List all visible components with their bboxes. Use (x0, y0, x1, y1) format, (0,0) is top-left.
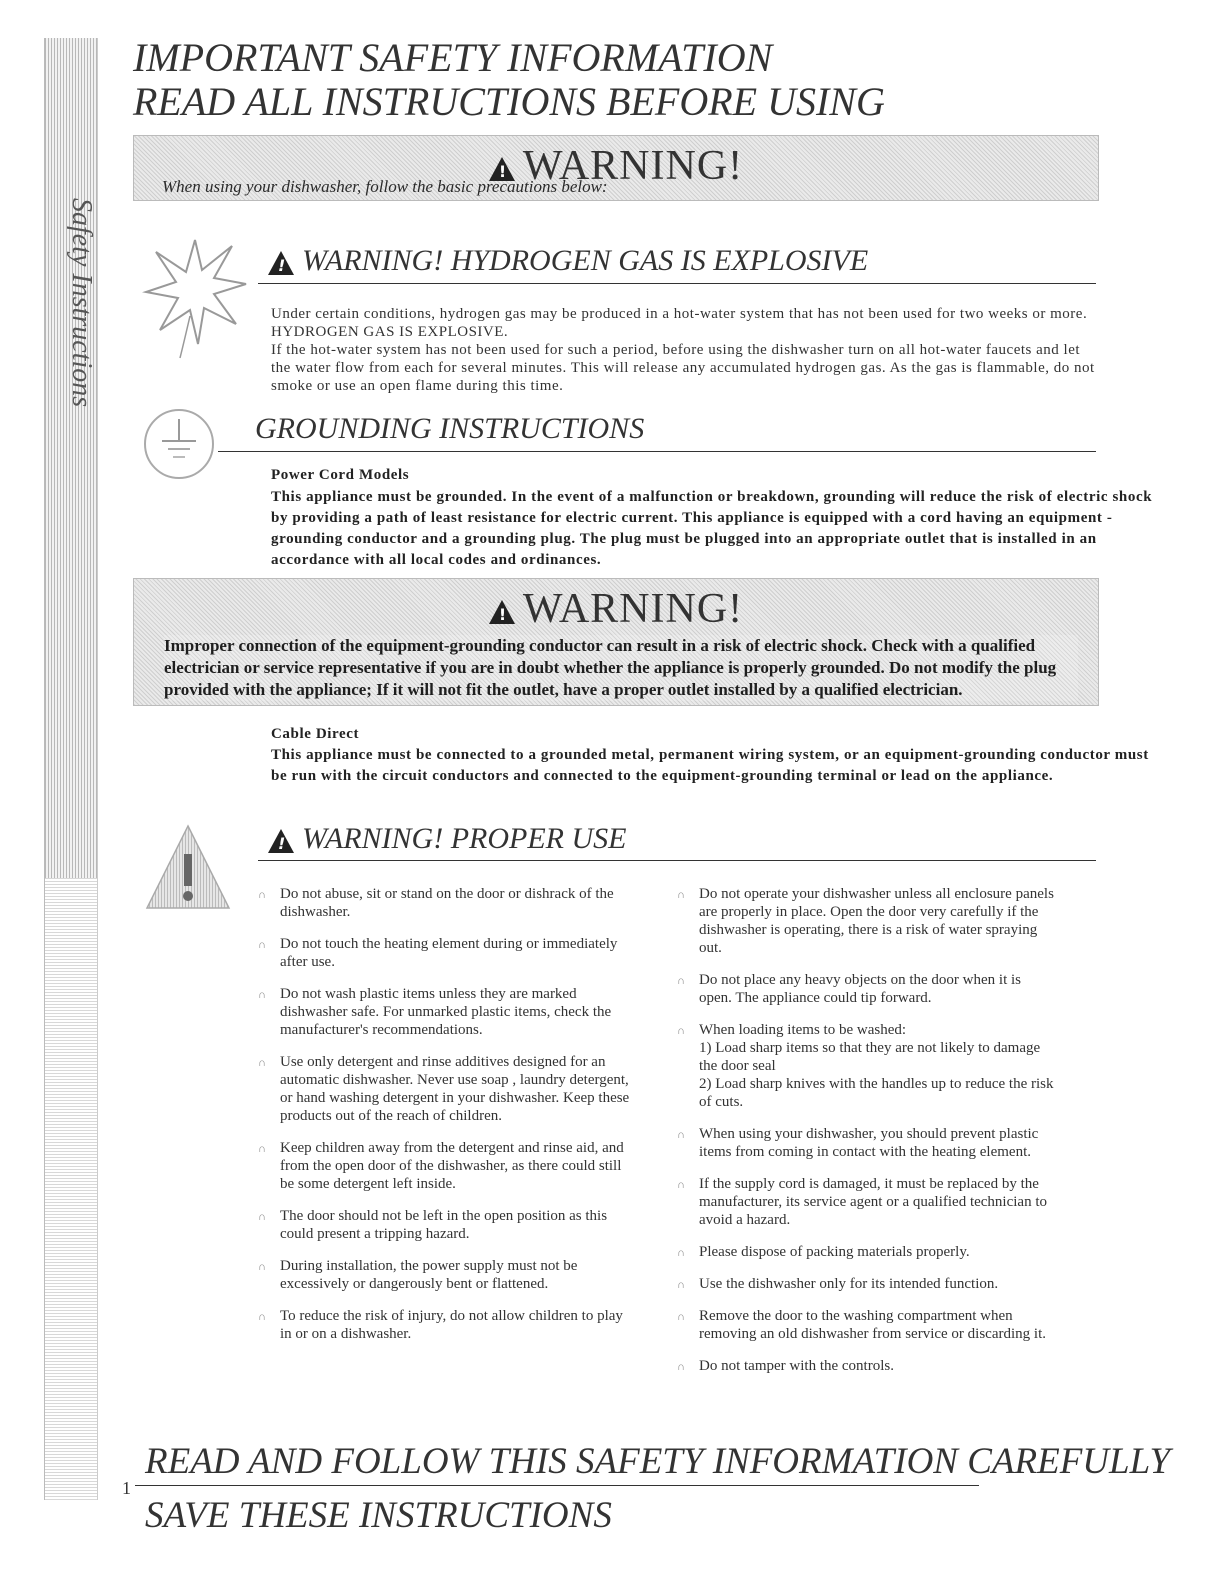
safety-list-item (258, 1139, 638, 1193)
bullet-icon: ∩ (677, 1247, 685, 1259)
safety-list-item-text: Remove the door to the washing compartment when removing an old dishwasher from service or discarding it. (699, 1308, 1046, 1342)
bullet-icon: ∩ (258, 1261, 266, 1273)
proper-use-heading: WARNING! PROPER USE (302, 822, 627, 855)
footer-line1: READ AND FOLLOW THIS SAFETY INFORMATION CAREFULLY (145, 1441, 1171, 1482)
bullet-icon: ∩ (677, 1311, 685, 1323)
page-title-line2: READ ALL INSTRUCTIONS BEFORE USING (133, 79, 885, 124)
safety-list-item-text: If the supply cord is damaged, it must be replaced by the manufacturer, its service agent or a qualified technician to avoid a hazard. (699, 1176, 1047, 1228)
warning-banner-2-text: Improper connection of the equipment-grounding conductor can result in a risk of electric shock. Check with a qualified electrician or service representative if you are in doubt whether the appliance is properly grounded. Do not modify the plug provided with the appliance; If it will not fit the outlet, have a proper outlet installed by a qualified electrician. (164, 635, 1078, 701)
warning-banner-general (133, 135, 1099, 201)
safety-list-item (677, 1175, 1057, 1229)
grounding-heading-rule (218, 451, 1096, 452)
safety-list-item (258, 985, 638, 1039)
warning-banner-grounding (133, 578, 1099, 706)
bullet-icon: ∩ (677, 1279, 685, 1291)
hydrogen-heading-rule (258, 283, 1096, 284)
safety-list-item-text: Keep children away from the detergent and rinse aid, and from the open door of the dishwasher, as there could still be some detergent left inside. (280, 1140, 624, 1192)
bullet-icon: ∩ (258, 1211, 266, 1223)
cable-direct-subheading: Cable Direct (271, 726, 360, 742)
side-tab-label: Safety Instructions (66, 198, 97, 408)
bullet-icon: ∩ (677, 889, 685, 901)
bullet-icon: ∩ (677, 1361, 685, 1373)
hydrogen-paragraph: Under certain conditions, hydrogen gas may be produced in a hot-water system that has not been used for two weeks or more. HYDROGEN GAS IS EXPLOSIVE. If the hot-water system has not been used for such a period, before using the dishwasher turn on all hot-water faucets and let the water flow from each for several minutes. This will release any accumulated hydrogen gas. As the gas is flammable, do not smoke or use an open flame during this time. (271, 306, 1095, 394)
warning-banner-title: WARNING! (522, 143, 744, 189)
safety-list-item (258, 1207, 638, 1243)
side-tab (44, 38, 98, 1500)
safety-list-item (677, 885, 1057, 957)
safety-list-item (258, 885, 638, 921)
safety-list-item (677, 1357, 1057, 1375)
bullet-icon: ∩ (677, 1179, 685, 1191)
safety-list-item (258, 1307, 638, 1343)
safety-list-item-text: When using your dishwasher, you should prevent plastic items from coming in contact with the heating element. (699, 1126, 1039, 1160)
cable-direct-paragraph: This appliance must be connected to a grounded metal, permanent wiring system, or an equipment-grounding conductor must be run with the circuit conductors and connected to the equipment-grounding terminal or lead on the appliance. (271, 747, 1149, 784)
page-number: 1 (122, 1478, 131, 1498)
bullet-icon: ∩ (258, 989, 266, 1001)
bullet-icon: ∩ (258, 1057, 266, 1069)
side-tab-shade (45, 38, 97, 878)
warning-banner-2-title: WARNING! (522, 586, 744, 632)
proper-use-heading-rule (258, 860, 1096, 861)
safety-list-item (677, 1243, 1057, 1261)
safety-list-item (677, 1307, 1057, 1343)
safety-list-item-text: Do not tamper with the controls. (699, 1358, 894, 1374)
bullet-icon: ∩ (677, 975, 685, 987)
safety-list-item-text: Do not operate your dishwasher unless all enclosure panels are properly in place. Open the door very carefully if the dishwasher is operating, there is a risk of water spraying out. (699, 886, 1054, 956)
safety-list-item-text: Do not abuse, sit or stand on the door or dishrack of the dishwasher. (280, 886, 614, 920)
safety-list-item (677, 971, 1057, 1007)
safety-list-item-text: When loading items to be washed: 1) Load sharp items so that they are not likely to damage the door seal 2) Load sharp knives with the handles up to reduce the risk of cuts. (699, 1022, 1054, 1110)
safety-list-item (258, 935, 638, 971)
bullet-icon: ∩ (677, 1129, 685, 1141)
safety-list-item-text: Do not touch the heating element during or immediately after use. (280, 936, 618, 970)
warning-banner-text: When using your dishwasher, follow the basic precautions below: (162, 177, 608, 196)
footer-line2: SAVE THESE INSTRUCTIONS (145, 1495, 612, 1536)
safety-list-item (677, 1125, 1057, 1161)
grounding-paragraph: This appliance must be grounded. In the event of a malfunction or breakdown, grounding will reduce the risk of electric shock by providing a path of least resistance for electric current. This appliance is equipped with a cord having an equipment -grounding conductor and a grounding plug. The plug must be plugged into an appropriate outlet that is installed in an accordance with all local codes and ordinances. (271, 489, 1153, 568)
page-title-line1: IMPORTANT SAFETY INFORMATION (133, 35, 773, 80)
footer-rule (135, 1485, 979, 1486)
bullet-icon: ∩ (677, 1025, 685, 1037)
safety-list-item-text: Please dispose of packing materials properly. (699, 1244, 970, 1260)
warning-triangle-icon (268, 829, 294, 853)
warning-triangle-icon (268, 251, 294, 275)
proper-use-left-list (258, 885, 638, 1357)
safety-list-item-text: Do not wash plastic items unless they are marked dishwasher safe. For unmarked plastic items, check the manufacturer's recommendations. (280, 986, 612, 1038)
safety-list-item (677, 1275, 1057, 1293)
safety-list-item (677, 1021, 1057, 1111)
grounding-symbol-icon (140, 405, 218, 483)
explosion-icon (140, 232, 250, 362)
safety-list-item-text: Use the dishwasher only for its intended function. (699, 1276, 999, 1292)
safety-list-item-text: Use only detergent and rinse additives designed for an automatic dishwasher. Never use soap , laundry detergent, or hand washing detergent in your dishwasher. Keep these products out of the reach of children. (280, 1054, 630, 1124)
safety-list-item-text: The door should not be left in the open position as this could present a tripping hazard. (280, 1208, 608, 1242)
safety-list-item-text: To reduce the risk of injury, do not allow children to play in or on a dishwasher. (280, 1308, 623, 1342)
proper-use-right-list (677, 885, 1057, 1389)
grounding-heading: GROUNDING INSTRUCTIONS (255, 412, 645, 445)
caution-sign-icon (143, 822, 233, 912)
bullet-icon: ∩ (258, 1143, 266, 1155)
hydrogen-heading: WARNING! HYDROGEN GAS IS EXPLOSIVE (302, 244, 869, 277)
bullet-icon: ∩ (258, 939, 266, 951)
bullet-icon: ∩ (258, 1311, 266, 1323)
safety-list-item (258, 1053, 638, 1125)
safety-list-item (258, 1257, 638, 1293)
bullet-icon: ∩ (258, 889, 266, 901)
safety-list-item-text: During installation, the power supply must not be excessively or dangerously bent or flattened. (280, 1258, 578, 1292)
power-cord-subheading: Power Cord Models (271, 467, 410, 483)
safety-list-item-text: Do not place any heavy objects on the door when it is open. The appliance could tip forward. (699, 972, 1022, 1006)
warning-triangle-icon (489, 600, 515, 624)
